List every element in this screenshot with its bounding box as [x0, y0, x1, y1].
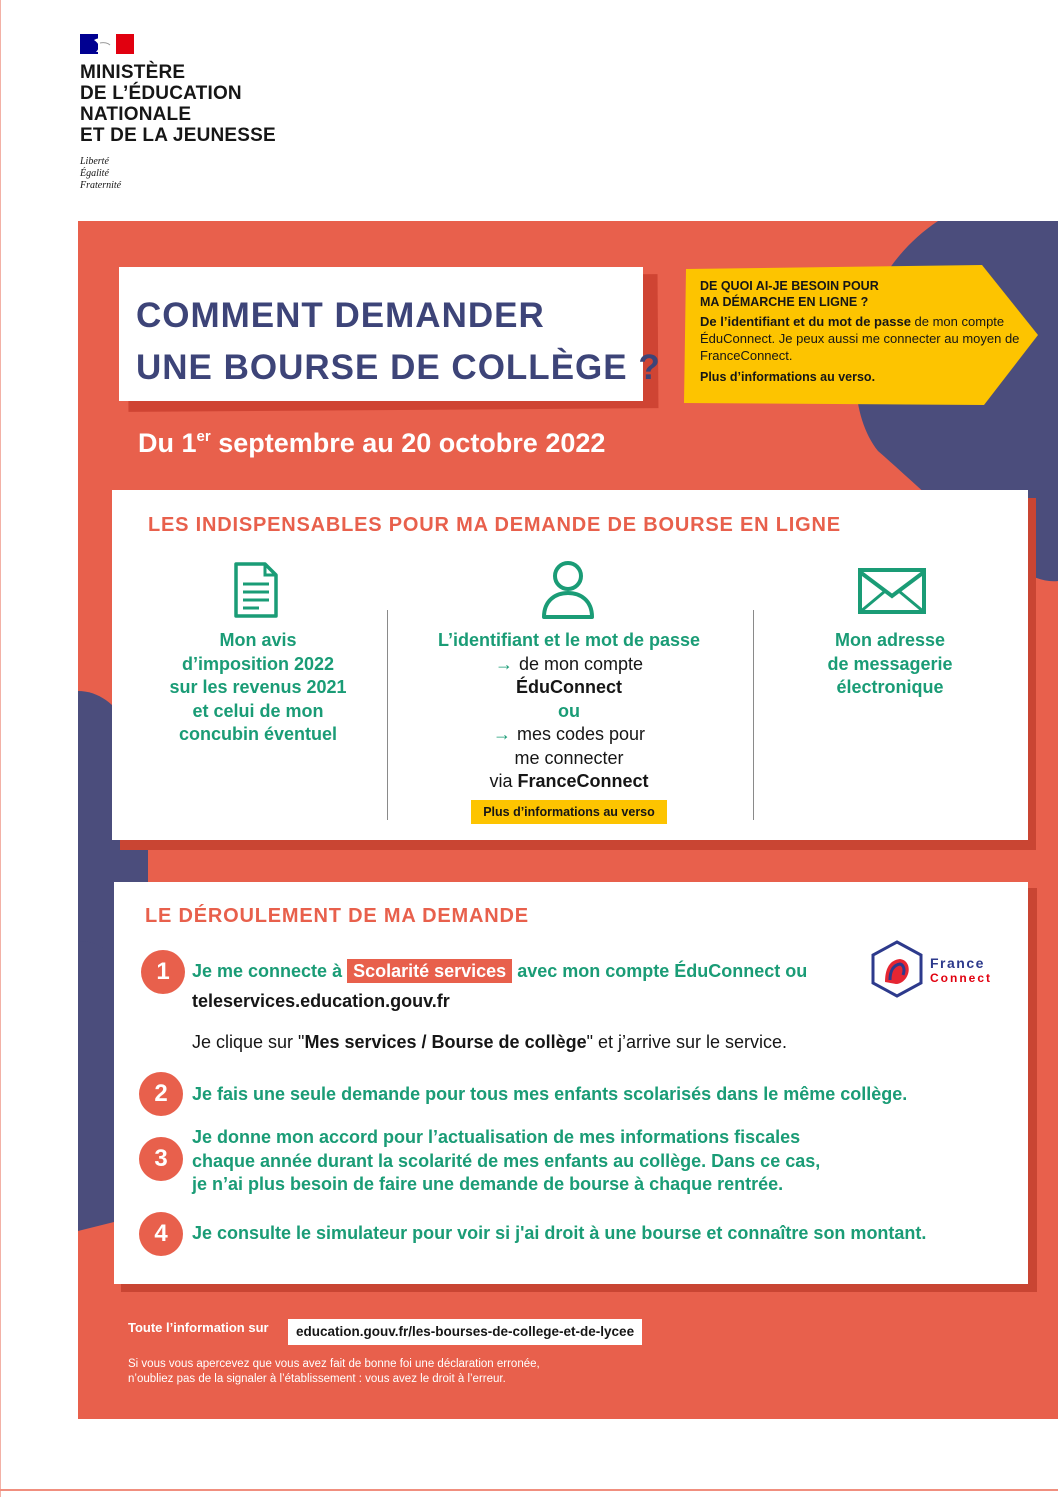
step-number-badge: 3: [139, 1137, 183, 1181]
instruction-bold: Mes services / Bourse de collège: [304, 1032, 587, 1052]
ministry-line: NATIONALE: [80, 104, 192, 125]
ministry-header: [80, 34, 276, 192]
callout-text: [700, 278, 1020, 386]
tax-notice-item: [140, 629, 376, 747]
teleservices-url-text[interactable]: teleservices.education.gouv.fr: [192, 991, 450, 1011]
dates-suffix: septembre au 20 octobre 2022: [210, 428, 606, 458]
step-3-line: chaque année durant la scolarité de mes enfants au collège. Dans ce cas,: [192, 1150, 821, 1171]
step-4-text: Je consulte le simulateur pour voir si j'ai droit à une bourse et connaître son montant.: [192, 1223, 927, 1243]
ministry-line: MINISTÈRE: [80, 62, 186, 83]
email-line: de messagerie: [827, 653, 953, 674]
or-label: ou: [558, 700, 580, 721]
instruction-pre: Je clique sur ": [192, 1032, 305, 1052]
step-2-text: Je fais une seule demande pour tous mes enfants scolarisés dans le même collège.: [192, 1084, 908, 1104]
step-1-pre: Je me connecte à: [192, 961, 348, 981]
motto-line: Fraternité: [80, 180, 122, 191]
tax-notice-line: Mon avis: [219, 630, 297, 650]
more-info-badge: Plus d’informations au verso: [471, 800, 667, 824]
document-icon: [233, 562, 279, 623]
arrow-right-icon: →: [494, 653, 513, 674]
column-divider: [387, 610, 388, 820]
email-item: [770, 629, 1010, 700]
step-1-post: avec mon compte ÉduConnect ou: [512, 961, 808, 981]
application-dates: [138, 428, 605, 459]
steps-heading: LE DÉROULEMENT DE MA DEMANDE: [145, 905, 529, 927]
callout-more-info: Plus d’informations au verso.: [700, 370, 876, 384]
disclaimer-line: Si vous vous apercevez que vous avez fait de bonne foi une déclaration erronée,: [128, 1358, 540, 1370]
callout-body-rest: de mon compte ÉduConnect. Je peux aussi me connecter au moyen de FranceConnect.: [700, 314, 1020, 363]
franceconnect-word: France: [930, 955, 985, 971]
dates-superscript: er: [196, 428, 211, 445]
ministry-line: ET DE LA JEUNESSE: [80, 125, 276, 146]
tax-notice-line: d’imposition 2022: [181, 653, 335, 674]
franceconnect-hexagon-icon: [868, 940, 926, 998]
tax-notice-line: concubin éventuel: [178, 724, 338, 744]
disclaimer: [128, 1357, 540, 1387]
essentials-heading: LES INDISPENSABLES POUR MA DEMANDE DE BOURSE EN LIGNE: [148, 514, 841, 536]
info-url-link[interactable]: education.gouv.fr/les-bourses-de-college-et-de-lycee: [288, 1319, 642, 1345]
page-title: [136, 290, 661, 394]
teleservices-url[interactable]: [192, 990, 450, 1014]
ministry-line: DE L’ÉDUCATION: [80, 83, 242, 104]
credentials-educonnect-text: de mon compte: [518, 653, 644, 674]
educonnect-label: ÉduConnect: [516, 677, 622, 697]
user-icon: [540, 560, 596, 625]
scolarite-services-tag: Scolarité services: [347, 959, 512, 983]
step-number-badge: 1: [141, 950, 185, 994]
column-divider: [753, 610, 754, 820]
republic-motto: [80, 156, 276, 192]
callout-body: [700, 313, 1020, 364]
credentials-title: L’identifiant et le mot de passe: [437, 630, 701, 650]
franceconnect-text: mes codes pour: [516, 724, 646, 744]
tax-notice-line: et celui de mon: [192, 700, 324, 721]
callout-title-line: DE QUOI AI-JE BESOIN POUR: [700, 279, 879, 293]
email-line: électronique: [836, 677, 944, 697]
email-line: Mon adresse: [834, 630, 946, 650]
franceconnect-text: me connecter: [514, 747, 624, 768]
tax-notice-line: sur les revenus 2021: [169, 677, 347, 697]
step-number-badge: 4: [139, 1212, 183, 1256]
step-3-text: [192, 1126, 820, 1197]
franceconnect-word: Connect: [930, 971, 992, 985]
arrow-right-icon: →: [492, 724, 511, 744]
franceconnect-via: via: [489, 771, 518, 791]
credentials-item: [400, 629, 738, 824]
page-bottom-rule: [0, 1489, 1058, 1491]
franceconnect-logo[interactable]: [868, 940, 998, 998]
ministry-name: [80, 62, 276, 146]
info-label: Toute l’information sur: [128, 1320, 269, 1335]
step-1-instruction: [192, 1031, 787, 1055]
step-3-line: Je donne mon accord pour l’actualisation de mes informations fiscales: [192, 1127, 801, 1147]
title-line: COMMENT DEMANDER: [136, 296, 545, 335]
callout-title: [700, 278, 1020, 310]
envelope-icon: [858, 568, 926, 619]
title-line: UNE BOURSE DE COLLÈGE ?: [136, 348, 661, 387]
step-3-line: je n’ai plus besoin de faire une demande de bourse à chaque rentrée.: [192, 1174, 784, 1194]
marianne-flag-icon: [80, 34, 134, 54]
franceconnect-label: FranceConnect: [517, 771, 649, 791]
instruction-post: " et j’arrive sur le service.: [586, 1032, 788, 1052]
step-number-badge: 2: [139, 1072, 183, 1116]
disclaimer-line: n’oubliez pas de la signaler à l’établissement : vous avez le droit à l’erreur.: [128, 1373, 506, 1385]
dates-prefix: Du 1: [138, 428, 197, 458]
page-edge: [0, 0, 1, 1497]
callout-title-line: MA DÉMARCHE EN LIGNE ?: [700, 295, 869, 309]
motto-line: Liberté: [80, 156, 109, 167]
callout-body-bold: De l’identifiant et du mot de passe: [700, 314, 911, 329]
step-1-text: [192, 960, 807, 984]
motto-line: Égalité: [80, 168, 109, 179]
